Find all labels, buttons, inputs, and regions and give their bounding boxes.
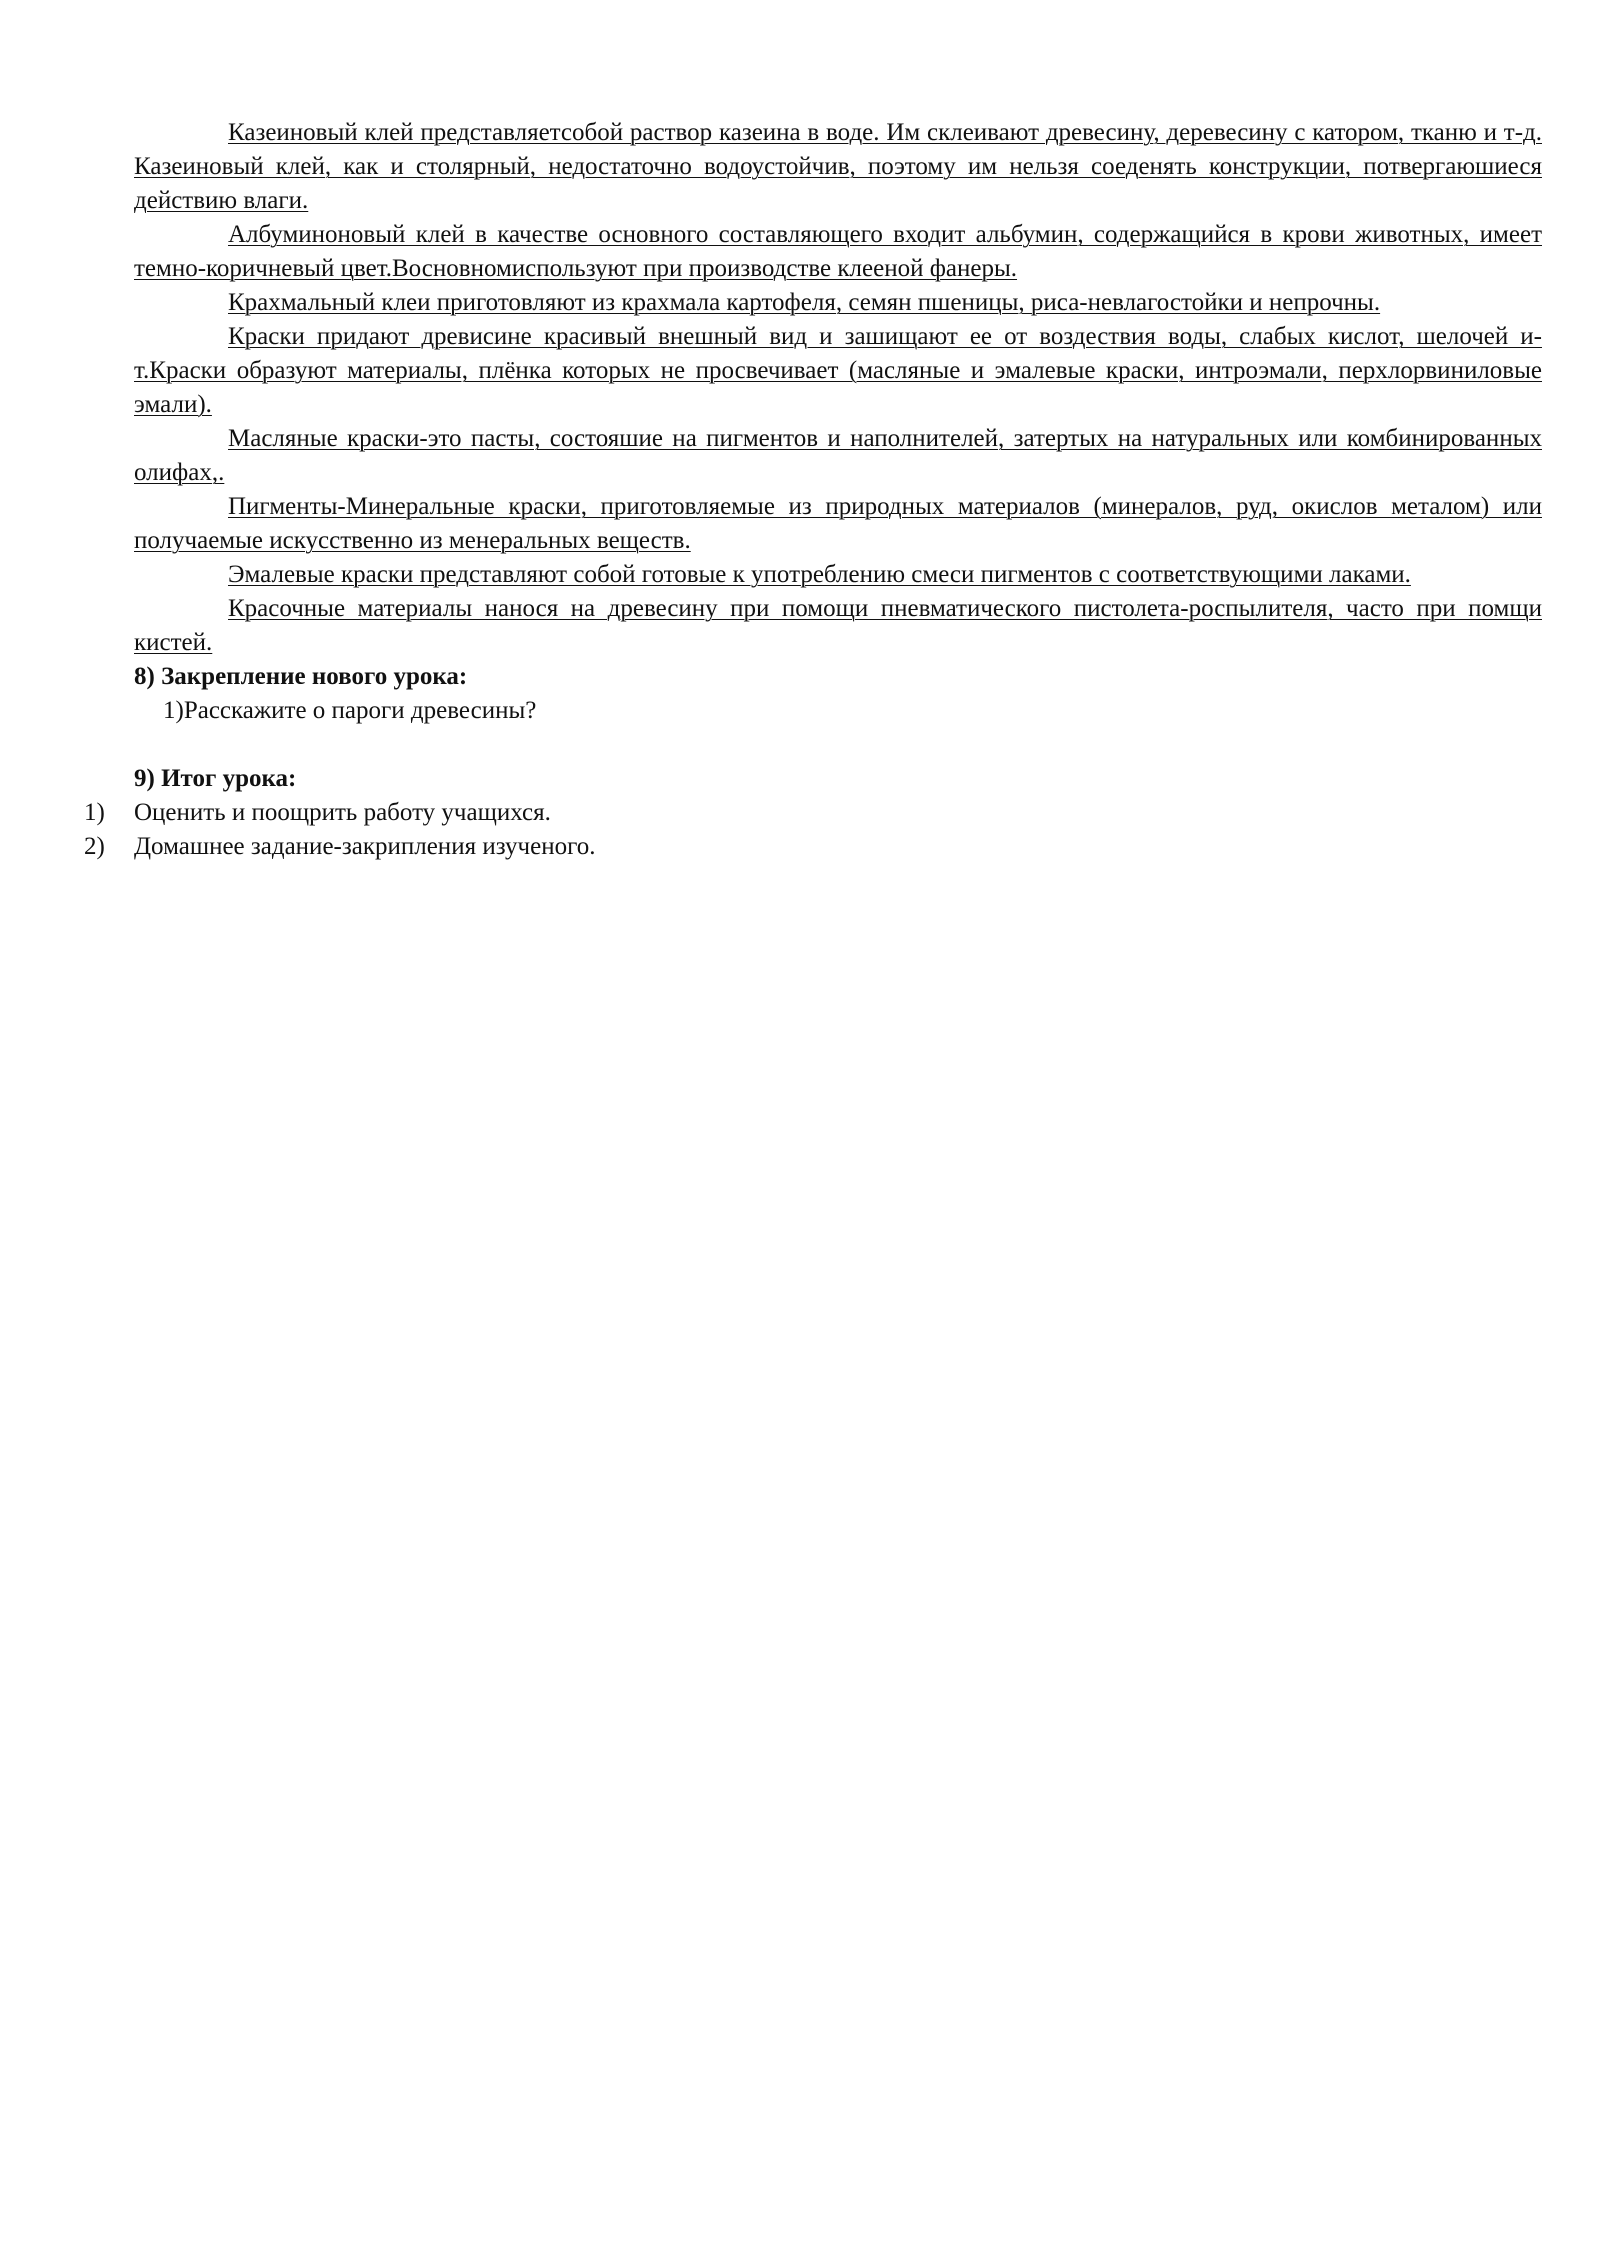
paragraph-casein-glue: Казеиновый клей представляетсобой раствор казеина в воде. Им склеивают древесину, деревесину с катором, тканю и т-д. Казеиновый клей, как и столярный, недостаточно водоустойчив, поэтому им нельзя соеденять конструкции, потвергаюшиеся действию влаги. <box>134 119 1542 214</box>
section-9-heading: 9) Итог урока: <box>134 765 297 792</box>
document-body <box>84 116 1542 864</box>
list-item-text: Оценить и поощрить работу учащихся. <box>134 799 551 826</box>
list-item-number: 2) <box>84 833 105 860</box>
paragraph-enamel-paints: Эмалевые краски представляют собой готовые к употреблению смеси пигментов с соответствующими лаками. <box>228 561 1411 588</box>
list-item-number: 1) <box>84 799 105 826</box>
paragraph-paint-application: Красочные материалы нанося на древесину при помощи пневматического пистолета-роспылителя, часто при помщи кистей. <box>134 595 1542 656</box>
summary-list-item <box>84 830 1542 864</box>
section-8-heading: 8) Закрепление нового урока: <box>134 663 468 690</box>
blank-line <box>134 728 1542 762</box>
section-8-question: 1)Расскажите о пароги древесины? <box>163 697 537 724</box>
paragraph-pigments: Пигменты-Минеральные краски, приготовляемые из природных материалов (минералов, руд, окислов металом) или получаемые искусственно из менеральных веществ. <box>134 493 1542 554</box>
summary-list-item <box>84 796 1542 830</box>
paragraph-starch-glue: Крахмальный клеи приготовляют из крахмала картофеля, семян пшеницы, риса-невлагостойки и непрочны. <box>228 289 1381 316</box>
list-item-text: Домашнее задание-закрипления изученого. <box>134 833 596 860</box>
paragraph-oil-paints: Масляные краски-это пасты, состояшие на пигментов и наполнителей, затертых на натуральных или комбинированных олифах,. <box>134 425 1542 486</box>
summary-list <box>84 796 1542 864</box>
paragraph-paints: Краски придают древисине красивый внешный вид и зашищают ее от воздествия воды, слабых кислот, шелочей и-т.Краски образуют материалы, плёнка которых не просвечивает (масляные и эмалевые краски, интроэмали, перхлорвиниловые эмали). <box>134 323 1542 418</box>
paragraph-albumin-glue: Албуминоновый клей в качестве основного составляющего входит альбумин, содержащийся в крови животных, имеет темно-коричневый цвет.Восновномиспользуют при производстве клееной фанеры. <box>134 221 1542 282</box>
